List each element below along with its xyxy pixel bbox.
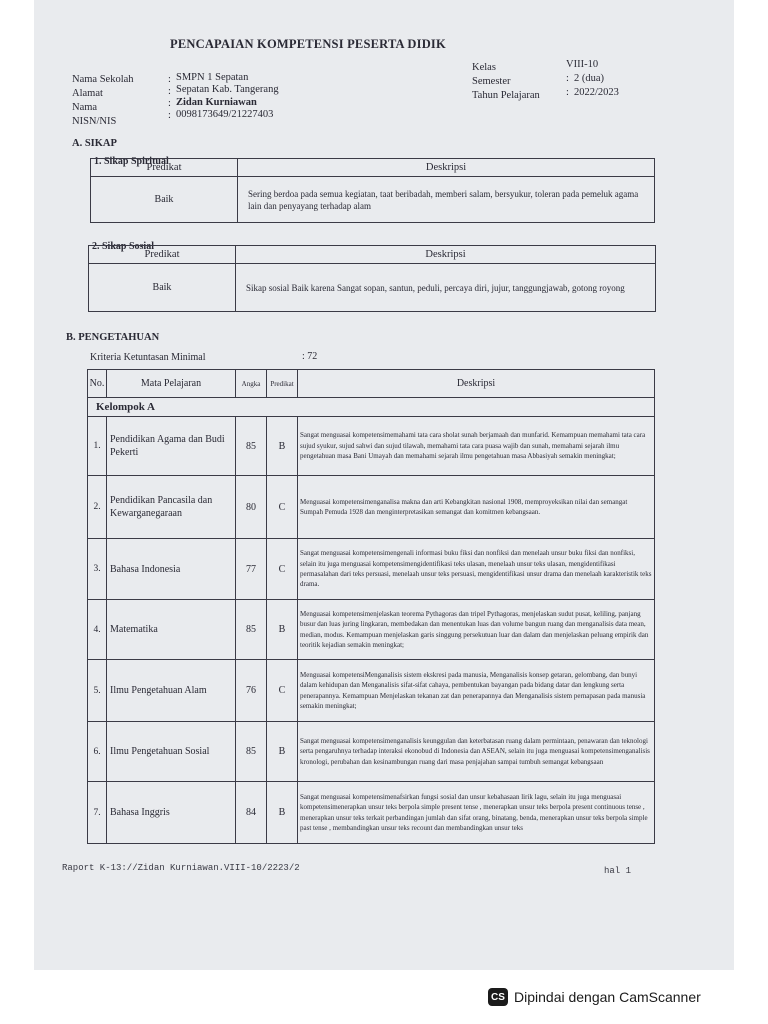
row-subject: Bahasa Inggris — [107, 782, 236, 844]
row-no: 4. — [88, 600, 107, 660]
row-subject: Matematika — [107, 600, 236, 660]
row-angka: 80 — [236, 476, 267, 539]
col-deskripsi: Deskripsi — [236, 246, 656, 264]
table-sikap-sosial — [88, 245, 656, 312]
col-predikat: Predikat — [267, 370, 298, 398]
address-label: Alamat — [72, 88, 103, 99]
table-pengetahuan — [87, 369, 655, 844]
name-label: Nama — [72, 102, 98, 113]
nisn-value: 0098173649/21227403 — [176, 109, 274, 120]
name-value: Zidan Kurniawan — [176, 97, 257, 108]
row-deskripsi: Sangat menguasai kompetensimenganalisis keunggulan dan keterbatasan ruang dalam permintaan, penawaran dan teknologi serta pengaruhnya terhadap interaksi ekonobud di Indonesia dan ASEAN, selain itu juga menguasai kompetensimenganalisis kronologi, perubahan dan kesinambungan ruang dari masa penjajahan sampai tumbuh semangat kebangsaan — [298, 722, 655, 782]
nisn-label: NISN/NIS — [72, 116, 117, 127]
row-no: 5. — [88, 660, 107, 722]
row-angka: 84 — [236, 782, 267, 844]
kkm-value: : 72 — [302, 351, 318, 362]
class-label: Kelas — [472, 62, 496, 73]
row-no: 1. — [88, 417, 107, 476]
year-value: 2022/2023 — [574, 87, 619, 98]
document-title: PENCAPAIAN KOMPETENSI PESERTA DIDIK — [170, 37, 446, 51]
row-no: 3. — [88, 539, 107, 600]
section-sikap: A. SIKAP — [72, 138, 117, 149]
col-no: No. — [88, 370, 107, 398]
footer-report-id: Raport K-13://Zidan Kurniawan.VIII-10/2223/2 — [62, 863, 300, 873]
deskripsi-sosial: Sikap sosial Baik karena Sangat sopan, santun, peduli, percaya diri, jujur, tanggungjawab, gotong royong — [236, 264, 656, 312]
row-predikat: C — [267, 539, 298, 600]
predikat-spiritual: Baik — [91, 177, 238, 223]
row-angka: 76 — [236, 660, 267, 722]
row-predikat: B — [267, 600, 298, 660]
camscanner-watermark — [488, 988, 701, 1006]
footer-page-number: hal 1 — [604, 866, 632, 876]
table-row — [88, 722, 655, 782]
row-no: 6. — [88, 722, 107, 782]
heading-sikap-spiritual: 1. Sikap Spiritual — [94, 156, 169, 167]
camscanner-logo-icon: CS — [488, 988, 508, 1006]
row-subject: Pendidikan Pancasila dan Kewarganegaraan — [107, 476, 236, 539]
col-predikat: Predikat — [91, 159, 238, 177]
row-subject: Bahasa Indonesia — [107, 539, 236, 600]
heading-sikap-sosial: 2. Sikap Sosial — [92, 241, 154, 252]
table-row — [88, 600, 655, 660]
address-value: Sepatan Kab. Tangerang — [176, 84, 279, 95]
deskripsi-spiritual: Sering berdoa pada semua kegiatan, taat beribadah, memberi salam, bersyukur, toleran pada pemeluk agama lain dan penyayang terhadap alam — [238, 177, 655, 223]
col-deskripsi: Deskripsi — [238, 159, 655, 177]
table-row — [88, 782, 655, 844]
row-deskripsi: Sangat menguasai kompetensimenafsirkan fungsi sosial dan unsur kebahasaan lirik lagu, selain itu juga menguasai kompetensimenerapkan unsur teks berpola simple present tense , menerapkan unsur teks berpola present continuous tense , menerapkan unsur teks terkait perbandingan jumlah dan sifat orang, binatang, benda, menerapkan unsur teks berpola simple past tense , membandingkan unsur teks recount dan membandingkan unsur teks — [298, 782, 655, 844]
row-no: 7. — [88, 782, 107, 844]
kkm-label: Kriteria Ketuntasan Minimal — [90, 352, 206, 363]
col-predikat: Predikat — [89, 246, 236, 264]
row-deskripsi: Sangat menguasai kompetensimengenali informasi buku fiksi dan nonfiksi dan menelaah unsur buku fiksi dan nonfiksi, selain itu juga menguasai kompetensimengidentifikasi teks ulasan, menelaah unsur teks ulasan, mengidentifikasi permasalahan dari teks persuasi, menelaah unsur teks persuasi, mengidentifikasi unsur drama dan menelaah karakteristik teks drama. — [298, 539, 655, 600]
row-angka: 77 — [236, 539, 267, 600]
table-row — [88, 539, 655, 600]
table-row — [88, 660, 655, 722]
section-pengetahuan: B. PENGETAHUAN — [66, 332, 160, 343]
table-row — [88, 476, 655, 539]
row-predikat: C — [267, 660, 298, 722]
student-info: Nama Sekolah : SMPN 1 Sepatan Alamat : Sepatan Kab. Tangerang Nama : Zidan Kurniawan NISN/NIS : 0098173649/21227403 — [72, 72, 279, 127]
school-value: SMPN 1 Sepatan — [176, 72, 249, 83]
col-deskripsi: Deskripsi — [298, 370, 655, 398]
row-no: 2. — [88, 476, 107, 539]
row-angka: 85 — [236, 722, 267, 782]
row-predikat: B — [267, 782, 298, 844]
row-deskripsi: Sangat menguasai kompetensimemahami tata cara sholat sunah berjamaah dan munfarid. Kemampuan memahami tata cara sujud syukur, sujud sahwi dan sujud tilawah, memahami tata cara puasa wajib dan sunah, memahami sejarah ilmu pengetahuan masa Bani Umayah dan memahami sejarah ilmu pengetahuan masa Abbasiyah semakin meningkat; — [298, 417, 655, 476]
row-deskripsi: Menguasai kompetensimenjelaskan teorema Pythagoras dan tripel Pythagoras, menjelaskan sudut pusat, keliling, panjang busur dan luas juring lingkaran, membedakan dan menentukan luas dan volume bangun ruang dan menganalisis data mean, median, modus. Kemampuan menjelaskan garis singgung persekutuan luar dan dalam dan menjelaskan peluang empirik dan teoritik kejadian semakin meningkat; — [298, 600, 655, 660]
table-sikap-spiritual — [90, 158, 655, 223]
class-info: Kelas VIII-10 Semester : 2 (dua) Tahun Pelajaran : 2022/2023 — [472, 59, 619, 101]
row-subject: Ilmu Pengetahuan Alam — [107, 660, 236, 722]
class-value: VIII-10 — [566, 59, 599, 70]
semester-label: Semester — [472, 76, 511, 87]
row-angka: 85 — [236, 417, 267, 476]
col-angka: Angka — [236, 370, 267, 398]
row-angka: 85 — [236, 600, 267, 660]
group-label: Kelompok A — [88, 398, 655, 417]
row-deskripsi: Menguasai kompetensimenganalisa makna dan arti Kebangkitan nasional 1908, memproyeksikan nilai dan semangat Sumpah Pemuda 1928 dan menginterpretasikan semangat dan komitmen kebangsaan. — [298, 476, 655, 539]
row-predikat: C — [267, 476, 298, 539]
school-label: Nama Sekolah — [72, 74, 134, 85]
row-subject: Pendidikan Agama dan Budi Pekerti — [107, 417, 236, 476]
year-label: Tahun Pelajaran — [472, 90, 540, 101]
predikat-sosial: Baik — [89, 264, 236, 312]
row-predikat: B — [267, 417, 298, 476]
table-row — [88, 417, 655, 476]
row-subject: Ilmu Pengetahuan Sosial — [107, 722, 236, 782]
row-deskripsi: Menguasai kompetensiMenganalisis sistem ekskresi pada manusia, Menganalisis konsep getaran, gelombang, dan bunyi dalam kehidupan dan Menganalisis sifat-sifat cahaya, pembentukan bayangan pada bidang datar dan lengkung serta penerapannya. Kemampuan Menjelaskan tekanan zat dan penerapannya dan Menganalisis sistem pernapasan pada manusia semakin meningkat; — [298, 660, 655, 722]
semester-value: 2 (dua) — [574, 73, 605, 84]
row-predikat: B — [267, 722, 298, 782]
col-mata-pelajaran: Mata Pelajaran — [107, 370, 236, 398]
camscanner-text: Dipindai dengan CamScanner — [514, 989, 701, 1005]
